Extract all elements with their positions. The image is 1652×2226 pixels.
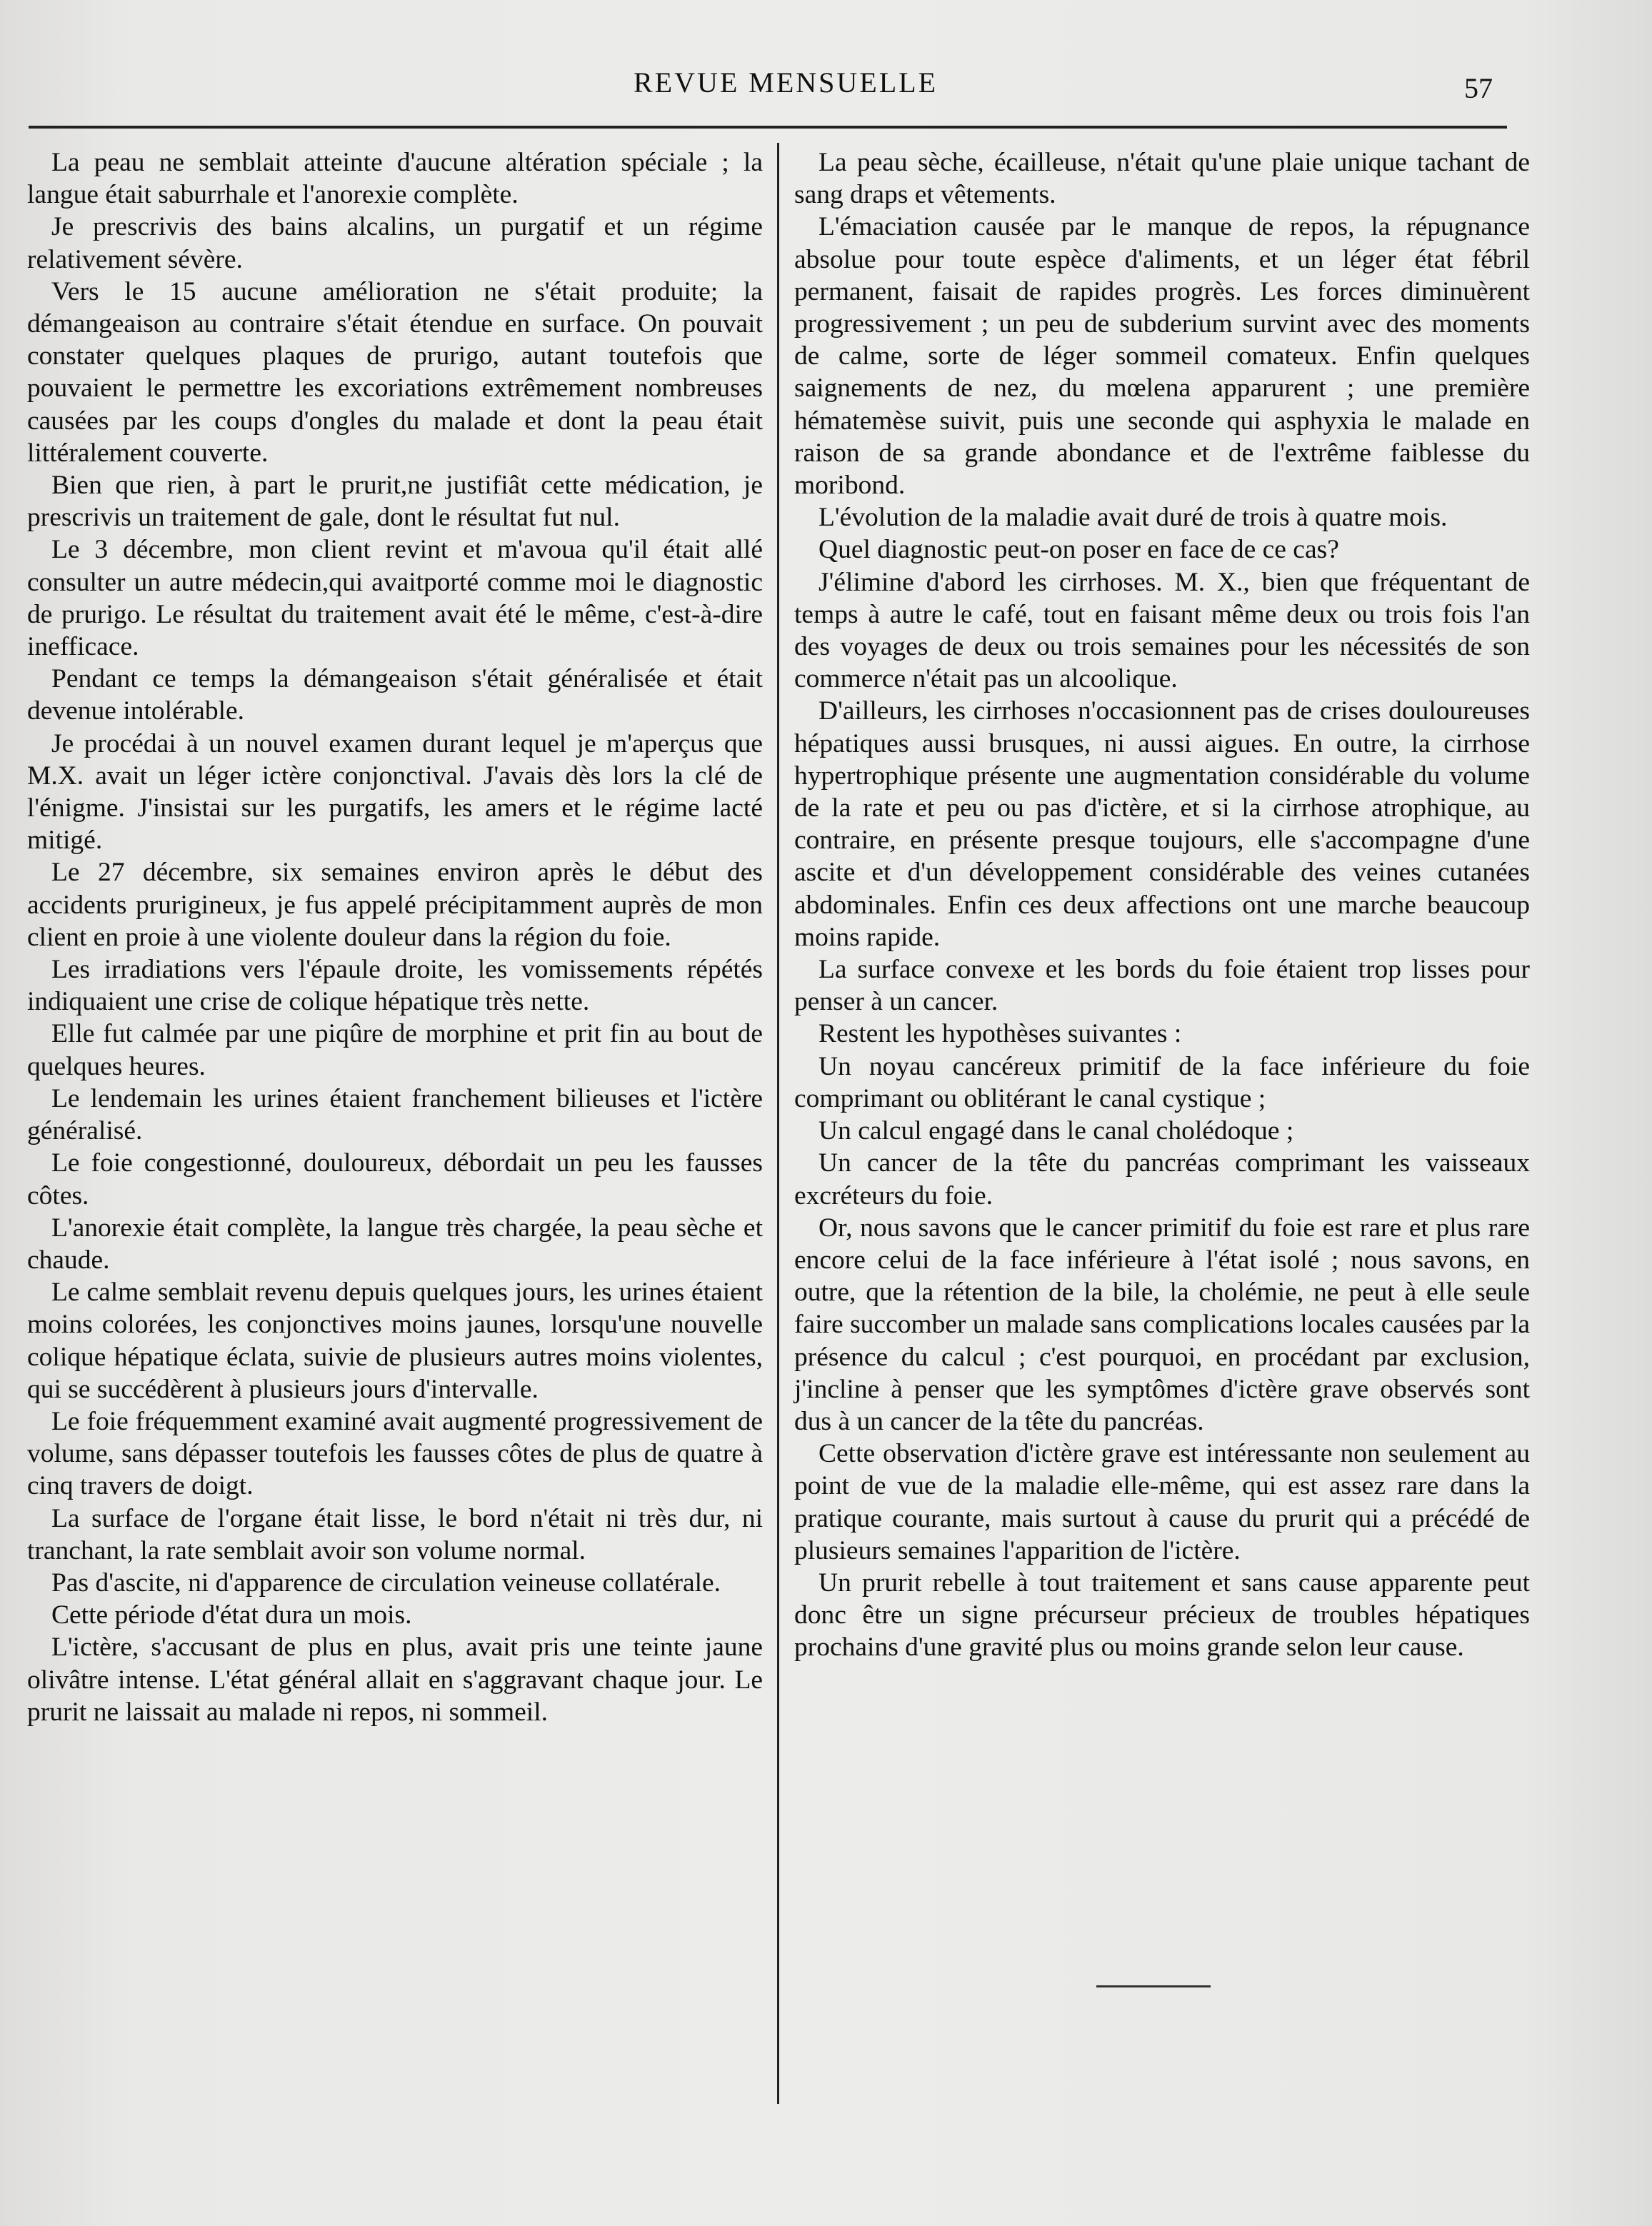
paragraph: J'élimine d'abord les cirrhoses. M. X., bien que fréquentant de temps à autre le café, tout en faisant même deux ou trois fois l'an des voyages de deux ou trois semaines pour les nécessités de son commerce n'était pas un alcoolique. bbox=[794, 567, 1530, 694]
paragraph: Un calcul engagé dans le canal cholédoque ; bbox=[819, 1116, 1294, 1146]
paragraph: Je procédai à un nouvel examen durant lequel je m'aperçus que M.X. avait un léger ictère conjonctival. J'avais dès lors la clé de l'énigme. J'insistai sur les purgatifs, les amers et le régime lacté mitigé. bbox=[27, 728, 763, 856]
paragraph: Vers le 15 aucune amélioration ne s'était produite; la démangeaison au contraire s'était étendue en surface. On pouvait constater quelques plaques de prurigo, autant toutefois que pouvaient le permettre les excoriations extrêmement nombreuses causées par les coups d'ongles du malade et dont la peau était littéralement couverte. bbox=[27, 276, 763, 468]
paragraph: D'ailleurs, les cirrhoses n'occasionnent pas de crises douloureuses hépatiques aussi brusques, ni aussi aigues. En outre, la cirrhose hypertrophique présente une augmentation considérable du volume de la rate et peu ou pas d'ictère, et si la cirrhose atrophique, au contraire, en présente presque toujours, elle s'accompagne d'une ascite et d'un développement considérable des veines cutanées abdominales. Enfin ces deux affections ont une marche beaucoup moins rapide. bbox=[794, 696, 1530, 952]
paragraph: Restent les hypothèses suivantes : bbox=[819, 1019, 1182, 1049]
paragraph: Le 3 décembre, mon client revint et m'avoua qu'il était allé consulter un autre médecin,qui avaitporté comme moi le diagnostic de prurigo. Le résultat du traitement avait été le même, c'est-à-dire inefficace. bbox=[27, 535, 763, 662]
paragraph: Le 27 décembre, six semaines environ après le début des accidents prurigineux, je fus appelé précipitamment auprès de mon client en proie à une violente douleur dans la région du foie. bbox=[27, 858, 763, 952]
paragraph: Quel diagnostic peut-on poser en face de ce cas? bbox=[819, 535, 1339, 565]
page-header bbox=[0, 66, 1652, 109]
paragraph: Je prescrivis des bains alcalins, un purgatif et un régime relativement sévère. bbox=[27, 212, 763, 274]
paragraph: La peau sèche, écailleuse, n'était qu'une plaie unique tachant de sang draps et vêtements. bbox=[794, 148, 1530, 210]
paragraph: L'évolution de la maladie avait duré de trois à quatre mois. bbox=[819, 503, 1448, 533]
paragraph: Elle fut calmée par une piqûre de morphine et prit fin au bout de quelques heures. bbox=[27, 1019, 763, 1081]
paragraph: La peau ne semblait atteinte d'aucune altération spéciale ; la langue était saburrhale et l'anorexie complète. bbox=[27, 148, 763, 210]
paragraph: Un prurit rebelle à tout traitement et sans cause apparente peut donc être un signe précurseur précieux de troubles hépatiques prochains d'une gravité plus ou moins grande selon leur cause. bbox=[794, 1568, 1530, 1663]
paragraph: Cette période d'état dura un mois. bbox=[51, 1600, 412, 1630]
left-column bbox=[27, 146, 763, 1728]
paragraph: Un noyau cancéreux primitif de la face inférieure du foie comprimant ou oblitérant le canal cystique ; bbox=[794, 1051, 1530, 1113]
paragraph: Le foie congestionné, douloureux, débordait un peu les fausses côtes. bbox=[27, 1148, 763, 1210]
header-rule bbox=[29, 126, 1507, 129]
paragraph: Le foie fréquemment examiné avait augmenté progressivement de volume, sans dépasser toutefois les fausses côtes de plus de quatre à cinq travers de doigt. bbox=[27, 1406, 763, 1501]
running-title: REVUE MENSUELLE bbox=[633, 66, 938, 99]
paragraph: La surface de l'organe était lisse, le bord n'était ni très dur, ni tranchant, la rate semblait avoir son volume normal. bbox=[27, 1503, 763, 1565]
column-divider bbox=[777, 143, 779, 2104]
paragraph: Les irradiations vers l'épaule droite, les vomissements répétés indiquaient une crise de colique hépatique très nette. bbox=[27, 955, 763, 1017]
paragraph: Un cancer de la tête du pancréas comprimant les vaisseaux excréteurs du foie. bbox=[794, 1148, 1530, 1210]
paragraph: L'émaciation causée par le manque de repos, la répugnance absolue pour toute espèce d'aliments, et un léger état fébril permanent, faisait de rapides progrès. Les forces diminuèrent progressivement ; un peu de subderium survint avec des moments de calme, sorte de léger sommeil comateux. Enfin quelques saignements de nez, du mœlena apparurent ; une première hématemèse suivit, puis une seconde qui asphyxia le malade en raison de sa grande abondance et de l'extrême faiblesse du moribond. bbox=[794, 212, 1530, 501]
paragraph: L'anorexie était complète, la langue très chargée, la peau sèche et chaude. bbox=[27, 1213, 763, 1275]
paragraph: Le calme semblait revenu depuis quelques jours, les urines étaient moins colorées, les conjonctives moins jaunes, lorsqu'une nouvelle colique hépatique éclata, suivie de plusieurs autres moins violentes, qui se succédèrent à plusieurs jours d'intervalle. bbox=[27, 1278, 763, 1404]
paragraph: La surface convexe et les bords du foie étaient trop lisses pour penser à un cancer. bbox=[794, 955, 1530, 1017]
paragraph: Pendant ce temps la démangeaison s'était généralisée et était devenue intolérable. bbox=[27, 664, 763, 726]
paragraph: Cette observation d'ictère grave est intéressante non seulement au point de vue de la maladie elle-même, qui est assez rare dans la pratique courante, mais surtout à cause du prurit qui a précédé de plusieurs semaines l'apparition de l'ictère. bbox=[794, 1439, 1530, 1565]
page-number: 57 bbox=[1464, 72, 1493, 104]
paragraph: Le lendemain les urines étaient franchement bilieuses et l'ictère généralisé. bbox=[27, 1083, 763, 1146]
paragraph: L'ictère, s'accusant de plus en plus, avait pris une teinte jaune olivâtre intense. L'état général allait en s'aggravant chaque jour. Le prurit ne laissait au malade ni repos, ni sommeil. bbox=[27, 1633, 763, 1727]
paragraph: Pas d'ascite, ni d'apparence de circulation veineuse collatérale. bbox=[51, 1568, 721, 1598]
end-rule bbox=[1096, 1985, 1211, 1987]
right-column bbox=[794, 146, 1530, 1664]
paragraph: Or, nous savons que le cancer primitif du foie est rare et plus rare encore celui de la face inférieure à l'état isolé ; nous savons, en outre, que la rétention de la bile, la cholémie, ne peut à elle seule faire succomber un malade sans complications locales causées par la présence du calcul ; c'est pourquoi, en procédant par exclusion, j'incline à penser que les symptômes d'ictère grave observés sont dus à un cancer de la tête du pancréas. bbox=[794, 1213, 1530, 1436]
paragraph: Bien que rien, à part le prurit,ne justifiât cette médication, je prescrivis un traitement de gale, dont le résultat fut nul. bbox=[27, 471, 763, 533]
